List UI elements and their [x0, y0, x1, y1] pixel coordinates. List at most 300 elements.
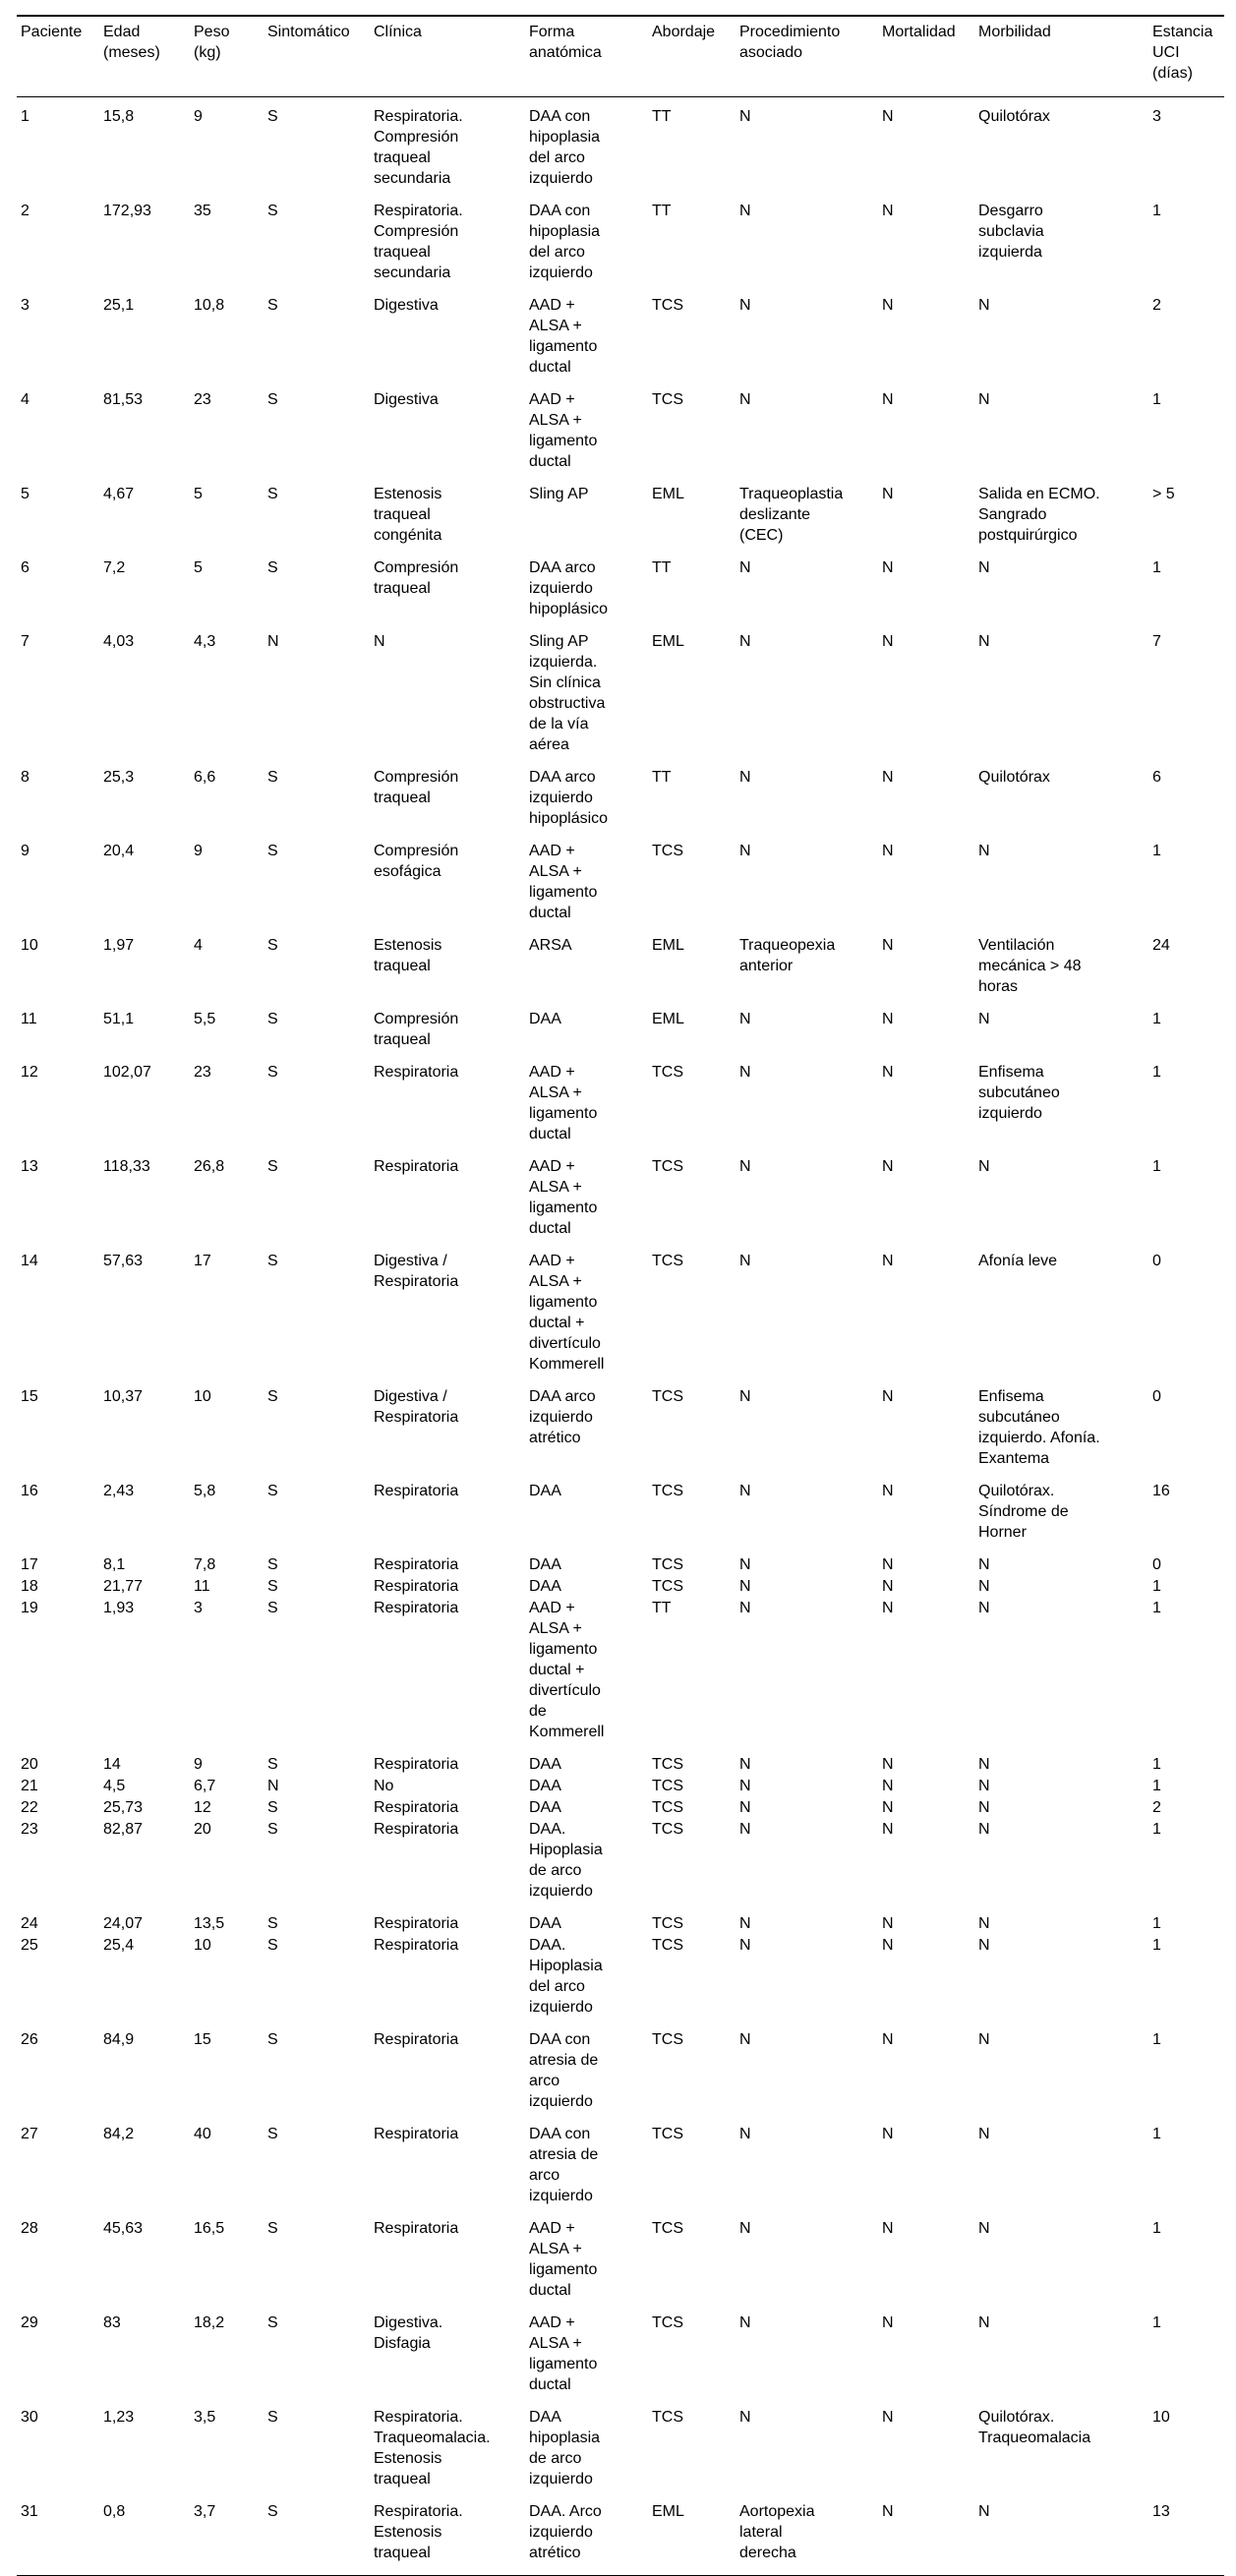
cell-abordaje: TCS	[652, 1778, 683, 1794]
cell-edad: 83	[103, 2314, 121, 2331]
table-row	[17, 2218, 1224, 2313]
table-row	[17, 1935, 1224, 2029]
cell-procedimiento: N	[739, 1388, 751, 1405]
table-row	[17, 1251, 1224, 1386]
cell-peso: 18,2	[194, 2314, 225, 2331]
cell-peso: 16,5	[194, 2220, 225, 2237]
cell-abordaje: TCS	[652, 1388, 683, 1405]
cell-clinica: Respiratoria. Traqueomalacia. Estenosis traqueal	[374, 2409, 491, 2488]
cell-clinica: Respiratoria	[374, 1821, 459, 1838]
cell-abordaje: TCS	[652, 1915, 683, 1932]
cell-peso: 40	[194, 2126, 211, 2142]
cell-abordaje: TCS	[652, 1158, 683, 1175]
table-row	[17, 1554, 1224, 1576]
cell-estancia-uci: 3	[1152, 108, 1161, 125]
cell-edad: 4,5	[103, 1778, 126, 1794]
cell-morbilidad: N	[978, 1821, 990, 1838]
cell-sintomatico: S	[267, 937, 278, 954]
cell-edad: 102,07	[103, 1064, 151, 1081]
cell-morbilidad: N	[978, 843, 990, 859]
cell-peso: 10	[194, 1937, 211, 1954]
cell-paciente: 18	[21, 1578, 38, 1595]
cell-morbilidad: N	[974, 2501, 1148, 2576]
cell-morbilidad: N	[978, 1158, 990, 1175]
cell-peso: 10	[194, 1388, 211, 1405]
cell-procedimiento: N	[739, 843, 751, 859]
cell-mortalidad: N	[882, 203, 894, 219]
cell-sintomatico: S	[267, 1821, 278, 1838]
cell-morbilidad: N	[978, 1556, 990, 1573]
cell-estancia-uci: 1	[1152, 2031, 1161, 2048]
table-row	[17, 1598, 1224, 1754]
cell-clinica: No	[374, 1778, 394, 1794]
table-row	[17, 2029, 1224, 2124]
cell-clinica: Digestiva / Respiratoria	[374, 1253, 459, 1290]
cell-morbilidad: N	[978, 559, 990, 576]
table-row	[17, 1913, 1224, 1935]
cell-sintomatico: S	[267, 1011, 278, 1027]
cell-abordaje: TCS	[652, 2126, 683, 2142]
table-row	[17, 1819, 1224, 1913]
cell-estancia-uci: 1	[1152, 203, 1161, 219]
cell-forma-anatomica: ARSA	[529, 937, 572, 954]
cell-mortalidad: N	[882, 2409, 894, 2426]
cell-procedimiento: N	[739, 1937, 751, 1954]
cell-sintomatico: S	[267, 108, 278, 125]
table-row	[17, 2407, 1224, 2501]
cell-abordaje: TCS	[652, 1483, 683, 1499]
table-row	[17, 295, 1224, 389]
cell-peso: 6,6	[194, 769, 216, 786]
cell-paciente: 21	[21, 1778, 38, 1794]
cell-clinica: Compresión traqueal	[374, 1011, 459, 1048]
cell-mortalidad: N	[882, 2220, 894, 2237]
cell-procedimiento: Traqueopexia anterior	[739, 937, 836, 974]
cell-edad: 25,3	[103, 769, 135, 786]
table-row	[17, 2313, 1224, 2407]
cell-estancia-uci: 1	[1152, 2314, 1161, 2331]
cell-peso: 10,8	[194, 297, 225, 314]
cell-clinica: Compresión traqueal	[374, 559, 459, 597]
cell-abordaje: TT	[652, 108, 672, 125]
table-row	[17, 631, 1224, 767]
cell-mortalidad: N	[882, 1915, 894, 1932]
cell-mortalidad: N	[882, 108, 894, 125]
cell-forma-anatomica: DAA	[529, 1011, 561, 1027]
cell-peso: 17	[194, 1253, 211, 1269]
cell-mortalidad: N	[878, 2501, 974, 2576]
cell-estancia-uci: 1	[1152, 1778, 1161, 1794]
cell-morbilidad: N	[978, 1600, 990, 1616]
cell-clinica: Respiratoria	[374, 1483, 459, 1499]
cell-abordaje: TT	[652, 1600, 672, 1616]
cell-procedimiento: N	[739, 559, 751, 576]
cell-estancia-uci: 1	[1152, 1011, 1161, 1027]
cell-procedimiento: N	[739, 633, 751, 650]
cell-abordaje: TCS	[652, 297, 683, 314]
cell-paciente: 29	[21, 2314, 38, 2331]
cell-morbilidad: N	[978, 1011, 990, 1027]
cell-abordaje: TT	[652, 559, 672, 576]
cell-procedimiento: N	[739, 1011, 751, 1027]
cell-forma-anatomica: DAA	[529, 1756, 561, 1773]
cell-mortalidad: N	[882, 1756, 894, 1773]
cell-estancia-uci: > 5	[1152, 486, 1175, 502]
cell-edad: 10,37	[103, 1388, 144, 1405]
cell-forma-anatomica: AAD + ALSA + ligamento ductal	[529, 1064, 598, 1142]
cell-paciente: 10	[21, 937, 38, 954]
cell-estancia-uci: 1	[1152, 1600, 1161, 1616]
cell-procedimiento: Traqueoplastia deslizante (CEC)	[739, 486, 844, 544]
cell-mortalidad: N	[882, 2031, 894, 2048]
cell-abordaje: TCS	[652, 843, 683, 859]
patient-table	[17, 15, 1224, 2576]
cell-paciente: 12	[21, 1064, 38, 1081]
cell-forma-anatomica: DAA con hipoplasia del arco izquierdo	[529, 108, 601, 187]
cell-morbilidad: N	[978, 1915, 990, 1932]
cell-forma-anatomica: DAA	[529, 1483, 561, 1499]
cell-mortalidad: N	[882, 1578, 894, 1595]
cell-estancia-uci: 1	[1152, 391, 1161, 408]
header-forma-anatomica: Forma anatómica	[525, 16, 648, 97]
cell-sintomatico: S	[267, 1799, 278, 1816]
cell-morbilidad: N	[978, 1778, 990, 1794]
cell-clinica: Respiratoria	[374, 1937, 459, 1954]
cell-procedimiento: N	[739, 297, 751, 314]
cell-edad: 45,63	[103, 2220, 144, 2237]
cell-mortalidad: N	[882, 1158, 894, 1175]
cell-peso: 6,7	[194, 1778, 216, 1794]
cell-abordaje: TCS	[652, 1799, 683, 1816]
cell-paciente: 20	[21, 1756, 38, 1773]
cell-procedimiento: N	[739, 1799, 751, 1816]
cell-peso: 13,5	[194, 1915, 225, 1932]
cell-clinica: Respiratoria	[374, 1158, 459, 1175]
cell-morbilidad: Enfisema subcutáneo izquierdo. Afonía. Exantema	[978, 1388, 1100, 1467]
cell-edad: 84,9	[103, 2031, 135, 2048]
cell-forma-anatomica: DAA arco izquierdo atrético	[529, 1388, 596, 1446]
cell-forma-anatomica: DAA	[529, 1915, 561, 1932]
cell-sintomatico: S	[267, 1253, 278, 1269]
cell-clinica: Respiratoria	[374, 1578, 459, 1595]
cell-peso: 5	[194, 486, 203, 502]
cell-paciente: 3	[21, 297, 29, 314]
cell-peso: 35	[194, 203, 211, 219]
cell-morbilidad: Afonía leve	[978, 1253, 1058, 1269]
cell-clinica: Digestiva	[374, 391, 439, 408]
cell-abordaje: TCS	[652, 2314, 683, 2331]
cell-peso: 9	[194, 843, 203, 859]
cell-paciente: 8	[21, 769, 29, 786]
cell-paciente: 9	[21, 843, 29, 859]
cell-morbilidad: N	[978, 2126, 990, 2142]
cell-edad: 4,03	[103, 633, 135, 650]
cell-peso: 23	[194, 1064, 211, 1081]
cell-forma-anatomica: DAA. Hipoplasia de arco izquierdo	[529, 1821, 603, 1900]
header-abordaje: Abordaje	[648, 16, 736, 97]
cell-peso: 4,3	[194, 633, 216, 650]
cell-abordaje: TCS	[652, 2220, 683, 2237]
cell-forma-anatomica: DAA hipoplasia de arco izquierdo	[529, 2409, 601, 2488]
cell-edad: 82,87	[103, 1821, 144, 1838]
cell-paciente: 4	[21, 391, 29, 408]
table-row	[17, 841, 1224, 935]
cell-sintomatico: S	[267, 2031, 278, 2048]
cell-morbilidad: Quilotórax. Traqueomalacia	[978, 2409, 1091, 2446]
cell-edad: 57,63	[103, 1253, 144, 1269]
cell-procedimiento: N	[739, 1578, 751, 1595]
cell-forma-anatomica: AAD + ALSA + ligamento ductal	[529, 2314, 598, 2393]
cell-estancia-uci: 1	[1152, 2126, 1161, 2142]
cell-abordaje: TT	[652, 769, 672, 786]
cell-clinica: Compresión esofágica	[374, 843, 459, 880]
cell-forma-anatomica: DAA arco izquierdo hipoplásico	[529, 559, 609, 617]
cell-procedimiento: N	[739, 2220, 751, 2237]
header-paciente: Paciente	[17, 16, 99, 97]
cell-estancia-uci: 1	[1152, 1915, 1161, 1932]
cell-peso: 5	[194, 559, 203, 576]
cell-procedimiento: N	[739, 391, 751, 408]
cell-procedimiento: N	[739, 2409, 751, 2426]
cell-edad: 14	[103, 1756, 121, 1773]
cell-edad: 25,73	[103, 1799, 144, 1816]
cell-clinica: Digestiva / Respiratoria	[374, 1388, 459, 1426]
cell-estancia-uci: 2	[1152, 1799, 1161, 1816]
cell-edad: 0,8	[99, 2501, 190, 2576]
table-row	[17, 557, 1224, 631]
cell-edad: 1,23	[103, 2409, 135, 2426]
cell-procedimiento: N	[739, 1556, 751, 1573]
cell-mortalidad: N	[882, 633, 894, 650]
cell-mortalidad: N	[882, 1064, 894, 1081]
cell-mortalidad: N	[882, 391, 894, 408]
cell-sintomatico: S	[267, 1937, 278, 1954]
cell-peso: 4	[194, 937, 203, 954]
cell-paciente: 22	[21, 1799, 38, 1816]
cell-estancia-uci: 1	[1152, 843, 1161, 859]
cell-estancia-uci: 1	[1152, 1064, 1161, 1081]
cell-mortalidad: N	[882, 1778, 894, 1794]
table-row	[17, 1797, 1224, 1819]
cell-morbilidad: N	[978, 2314, 990, 2331]
cell-sintomatico: S	[267, 2409, 278, 2426]
table-row	[17, 1481, 1224, 1554]
cell-estancia-uci: 1	[1152, 1158, 1161, 1175]
cell-procedimiento: N	[739, 1064, 751, 1081]
cell-mortalidad: N	[882, 2314, 894, 2331]
cell-edad: 51,1	[103, 1011, 135, 1027]
cell-sintomatico: S	[267, 559, 278, 576]
cell-abordaje: TCS	[652, 1578, 683, 1595]
table-header-row	[17, 16, 1224, 97]
cell-estancia-uci: 16	[1152, 1483, 1170, 1499]
cell-paciente: 6	[21, 559, 29, 576]
table-row	[17, 484, 1224, 557]
cell-paciente: 19	[21, 1600, 38, 1616]
cell-paciente: 16	[21, 1483, 38, 1499]
cell-forma-anatomica: DAA	[529, 1578, 561, 1595]
cell-estancia-uci: 1	[1152, 1756, 1161, 1773]
header-peso: Peso (kg)	[190, 16, 264, 97]
cell-clinica: Respiratoria	[374, 1600, 459, 1616]
cell-forma-anatomica: Sling AP	[529, 486, 589, 502]
cell-clinica: Respiratoria	[374, 2220, 459, 2237]
cell-mortalidad: N	[882, 937, 894, 954]
cell-morbilidad: N	[978, 1799, 990, 1816]
cell-procedimiento: N	[739, 1158, 751, 1175]
cell-peso: 12	[194, 1799, 211, 1816]
cell-paciente: 7	[21, 633, 29, 650]
cell-estancia-uci: 7	[1152, 633, 1161, 650]
cell-morbilidad: N	[978, 297, 990, 314]
cell-forma-anatomica: DAA	[529, 1556, 561, 1573]
cell-morbilidad: Quilotórax	[978, 769, 1050, 786]
cell-abordaje: TT	[652, 203, 672, 219]
cell-procedimiento: N	[739, 203, 751, 219]
cell-sintomatico: S	[267, 1158, 278, 1175]
cell-clinica: Respiratoria	[374, 1799, 459, 1816]
cell-sintomatico: S	[267, 1756, 278, 1773]
cell-estancia-uci: 1	[1152, 1937, 1161, 1954]
header-edad: Edad (meses)	[99, 16, 190, 97]
cell-edad: 1,93	[103, 1600, 135, 1616]
patient-table-container	[17, 15, 1224, 2576]
cell-mortalidad: N	[882, 1799, 894, 1816]
cell-abordaje: TCS	[652, 1253, 683, 1269]
cell-paciente: 15	[21, 1388, 38, 1405]
cell-clinica: Estenosis traqueal congénita	[374, 486, 442, 544]
cell-sintomatico: S	[267, 1388, 278, 1405]
cell-mortalidad: N	[882, 769, 894, 786]
cell-clinica: Respiratoria. Compresión traqueal secundaria	[374, 108, 463, 187]
cell-edad: 4,67	[103, 486, 135, 502]
cell-edad: 7,2	[103, 559, 126, 576]
cell-forma-anatomica: DAA con atresia de arco izquierdo	[529, 2031, 599, 2110]
cell-paciente: 17	[21, 1556, 38, 1573]
cell-forma-anatomica: AAD + ALSA + ligamento ductal	[529, 2220, 598, 2299]
cell-peso: 9	[194, 1756, 203, 1773]
cell-peso: 5,8	[194, 1483, 216, 1499]
cell-forma-anatomica: DAA	[529, 1778, 561, 1794]
table-row	[17, 389, 1224, 484]
cell-abordaje: EML	[652, 633, 684, 650]
cell-forma-anatomica: DAA. Hipoplasia del arco izquierdo	[529, 1937, 603, 2016]
cell-edad: 172,93	[103, 203, 151, 219]
cell-abordaje: TCS	[652, 2409, 683, 2426]
cell-forma-anatomica: AAD + ALSA + ligamento ductal	[529, 1158, 598, 1237]
cell-abordaje: EML	[652, 1011, 684, 1027]
cell-paciente: 28	[21, 2220, 38, 2237]
cell-paciente: 11	[21, 1011, 37, 1027]
cell-procedimiento: N	[739, 108, 751, 125]
cell-paciente: 26	[21, 2031, 38, 2048]
cell-peso: 3	[194, 1600, 203, 1616]
cell-edad: 25,4	[103, 1937, 135, 1954]
cell-forma-anatomica: DAA. Arco izquierdo atrético	[525, 2501, 648, 2576]
cell-sintomatico: N	[267, 1778, 279, 1794]
cell-estancia-uci: 1	[1152, 2220, 1161, 2237]
cell-edad: 118,33	[103, 1158, 150, 1175]
cell-sintomatico: S	[267, 843, 278, 859]
cell-mortalidad: N	[882, 2126, 894, 2142]
cell-mortalidad: N	[882, 1011, 894, 1027]
cell-peso: 20	[194, 1821, 211, 1838]
cell-morbilidad: N	[978, 1756, 990, 1773]
cell-clinica: Respiratoria	[374, 2126, 459, 2142]
cell-estancia-uci: 2	[1152, 297, 1161, 314]
cell-sintomatico: S	[267, 203, 278, 219]
cell-paciente: 13	[21, 1158, 38, 1175]
cell-mortalidad: N	[882, 843, 894, 859]
cell-peso: 9	[194, 108, 203, 125]
cell-edad: 25,1	[103, 297, 135, 314]
cell-sintomatico: S	[267, 391, 278, 408]
cell-abordaje: TCS	[652, 2031, 683, 2048]
cell-estancia-uci: 0	[1152, 1388, 1161, 1405]
cell-mortalidad: N	[882, 1556, 894, 1573]
header-clinica: Clínica	[370, 16, 525, 97]
cell-paciente: 14	[21, 1253, 38, 1269]
cell-sintomatico: S	[264, 2501, 370, 2576]
table-row	[17, 1386, 1224, 1481]
cell-sintomatico: S	[267, 1578, 278, 1595]
cell-sintomatico: S	[267, 297, 278, 314]
cell-clinica: Respiratoria	[374, 2031, 459, 2048]
cell-morbilidad: Salida en ECMO. Sangrado postquirúrgico	[978, 486, 1100, 544]
cell-paciente: 25	[21, 1937, 38, 1954]
cell-abordaje: TCS	[652, 1756, 683, 1773]
cell-morbilidad: Quilotórax. Síndrome de Horner	[978, 1483, 1069, 1541]
cell-forma-anatomica: DAA	[529, 1799, 561, 1816]
cell-edad: 15,8	[103, 108, 135, 125]
cell-edad: 21,77	[103, 1578, 144, 1595]
cell-procedimiento: N	[739, 2031, 751, 2048]
cell-forma-anatomica: DAA con hipoplasia del arco izquierdo	[529, 203, 601, 281]
cell-sintomatico: S	[267, 1483, 278, 1499]
cell-edad: 81,53	[103, 391, 144, 408]
cell-peso: 26,8	[194, 1158, 225, 1175]
header-procedimiento: Procedimiento asociado	[736, 16, 878, 97]
cell-estancia-uci: 1	[1152, 1578, 1161, 1595]
table-row	[17, 97, 1224, 202]
cell-clinica: Respiratoria	[374, 1915, 459, 1932]
cell-estancia-uci: 0	[1152, 1556, 1161, 1573]
cell-morbilidad: N	[978, 2220, 990, 2237]
cell-mortalidad: N	[882, 1600, 894, 1616]
cell-estancia-uci: 10	[1152, 2409, 1170, 2426]
cell-clinica: Digestiva	[374, 297, 439, 314]
header-morbilidad: Morbilidad	[974, 16, 1148, 97]
cell-paciente: 24	[21, 1915, 38, 1932]
cell-mortalidad: N	[882, 297, 894, 314]
table-row	[17, 1156, 1224, 1251]
cell-morbilidad: Ventilación mecánica > 48 horas	[978, 937, 1082, 995]
cell-clinica: Respiratoria	[374, 1556, 459, 1573]
cell-estancia-uci: 1	[1152, 1821, 1161, 1838]
cell-clinica: Respiratoria. Estenosis traqueal	[370, 2501, 525, 2576]
cell-forma-anatomica: Sling AP izquierda. Sin clínica obstructiva de la vía aérea	[529, 633, 606, 753]
cell-paciente: 30	[21, 2409, 38, 2426]
cell-sintomatico: S	[267, 1600, 278, 1616]
cell-abordaje: EML	[648, 2501, 736, 2576]
cell-edad: 24,07	[103, 1915, 144, 1932]
cell-procedimiento: N	[739, 1778, 751, 1794]
cell-estancia-uci: 13	[1148, 2501, 1224, 2576]
cell-clinica: Respiratoria	[374, 1756, 459, 1773]
cell-forma-anatomica: AAD + ALSA + ligamento ductal	[529, 297, 598, 376]
cell-clinica: Estenosis traqueal	[374, 937, 442, 974]
cell-paciente: 1	[21, 108, 29, 125]
